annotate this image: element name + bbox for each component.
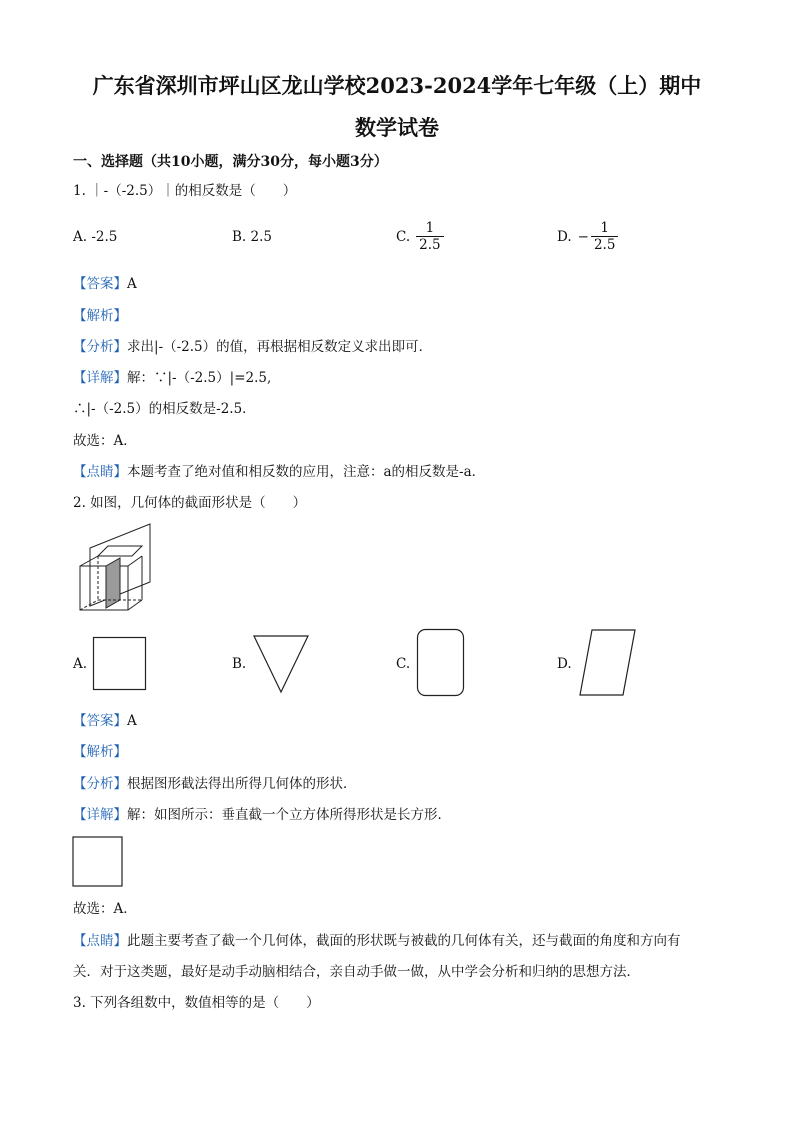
q2-option-a-label: A. [73, 656, 88, 672]
q2-xiangjie-text: 解：如图所示：垂直截一个立方体所得形状是长方形． [127, 807, 451, 823]
cube-cross-section-figure [76, 520, 160, 612]
q3-stem: 3. 下列各组数中，数值相等的是（ ） [73, 995, 320, 1011]
q2-answer [73, 712, 137, 730]
q1-dianjing-tag: 【点睛】 [73, 464, 127, 480]
q1-fenxi-tag: 【分析】 [73, 339, 127, 355]
q1-choice: 故选：A． [73, 433, 137, 449]
q1-fenxi-text: 求出|-（-2.5）的值，再根据相反数定义求出即可． [127, 339, 433, 355]
q2-choice: 故选：A． [73, 901, 137, 917]
q1-answer-value: A [127, 276, 137, 292]
q1-option-d-numerator: 1 [600, 220, 609, 236]
q2-option-a-square [92, 636, 148, 692]
q1-answer-tag: 【答案】 [73, 276, 127, 292]
q2-stem: 2. 如图，几何体的截面形状是（ ） [73, 495, 307, 511]
q2-dianjing-line2: 关．对于这类题，最好是动手动脑相结合，亲自动手做一做，从中学会分析和归纳的思想方法． [73, 964, 640, 980]
q2-dianjing-tag: 【点睛】 [73, 933, 127, 949]
q2-option-c-label: C. [396, 656, 411, 672]
page-title-line1: 广东省深圳市坪山区龙山学校2023-2024学年七年级（上）期中 [92, 73, 702, 98]
q2-fenxi [73, 775, 357, 793]
q2-analysis-tag: 【解析】 [73, 744, 127, 760]
q1-option-c-denominator: 2.5 [416, 236, 443, 253]
q1-option-a: A. -2.5 [73, 229, 118, 245]
q1-stem: 1. ｜-（-2.5）｜的相反数是（ ） [73, 183, 297, 199]
q2-xiangjie [73, 806, 451, 824]
q1-option-c-fraction [416, 220, 443, 253]
q2-option-b-triangle [252, 634, 312, 694]
q1-dianjing-text: 本题考查了绝对值和相反数的应用，注意：a的相反数是-a． [127, 464, 486, 480]
page-title-line2: 数学试卷 [355, 115, 439, 140]
q1-answer [73, 275, 137, 293]
section-heading: 一、选择题（共10小题，满分30分，每小题3分） [73, 154, 388, 170]
q2-dianjing-text-1: 此题主要考查了截一个几何体，截面的形状既与被截的几何体有关，还与截面的角度和方向有 [127, 933, 681, 949]
q2-option-c-rounded-rect [416, 628, 466, 698]
q2-fenxi-tag: 【分析】 [73, 776, 127, 792]
q1-conclusion: ∴|-（-2.5）的相反数是-2.5． [73, 401, 256, 417]
q2-dianjing-line1 [73, 932, 681, 950]
q1-option-b: B. 2.5 [232, 229, 272, 245]
q1-xiangjie-tag: 【详解】 [73, 370, 127, 386]
q1-option-d-label: D. [557, 228, 572, 245]
q1-option-d-denominator: 2.5 [591, 236, 618, 253]
q2-fenxi-text: 根据图形截法得出所得几何体的形状． [127, 776, 357, 792]
cube-front-face [80, 566, 128, 610]
q2-option-d-label: D. [557, 656, 572, 672]
q2-answer-value: A [127, 713, 137, 729]
q1-xiangjie [73, 369, 271, 387]
q2-option-d-parallelogram [578, 628, 638, 698]
q2-option-b-label: B. [232, 656, 247, 672]
cube-top-face [98, 546, 142, 556]
q1-option-c-label: C. [396, 228, 411, 245]
q1-dianjing [73, 463, 485, 481]
q1-xiangjie-text: 解：∵|-（-2.5）|=2.5, [127, 370, 272, 386]
q1-option-c-numerator: 1 [425, 220, 435, 236]
q2-xiangjie-tag: 【详解】 [73, 807, 127, 823]
q2-solution-square [72, 836, 124, 888]
q1-option-c [396, 220, 444, 253]
q1-analysis-tag: 【解析】 [73, 308, 127, 324]
q1-option-d-sign: − [577, 228, 589, 245]
q1-fenxi [73, 338, 432, 356]
q2-answer-tag: 【答案】 [73, 713, 127, 729]
q1-option-d-fraction [591, 220, 618, 253]
q1-option-d [557, 220, 618, 253]
